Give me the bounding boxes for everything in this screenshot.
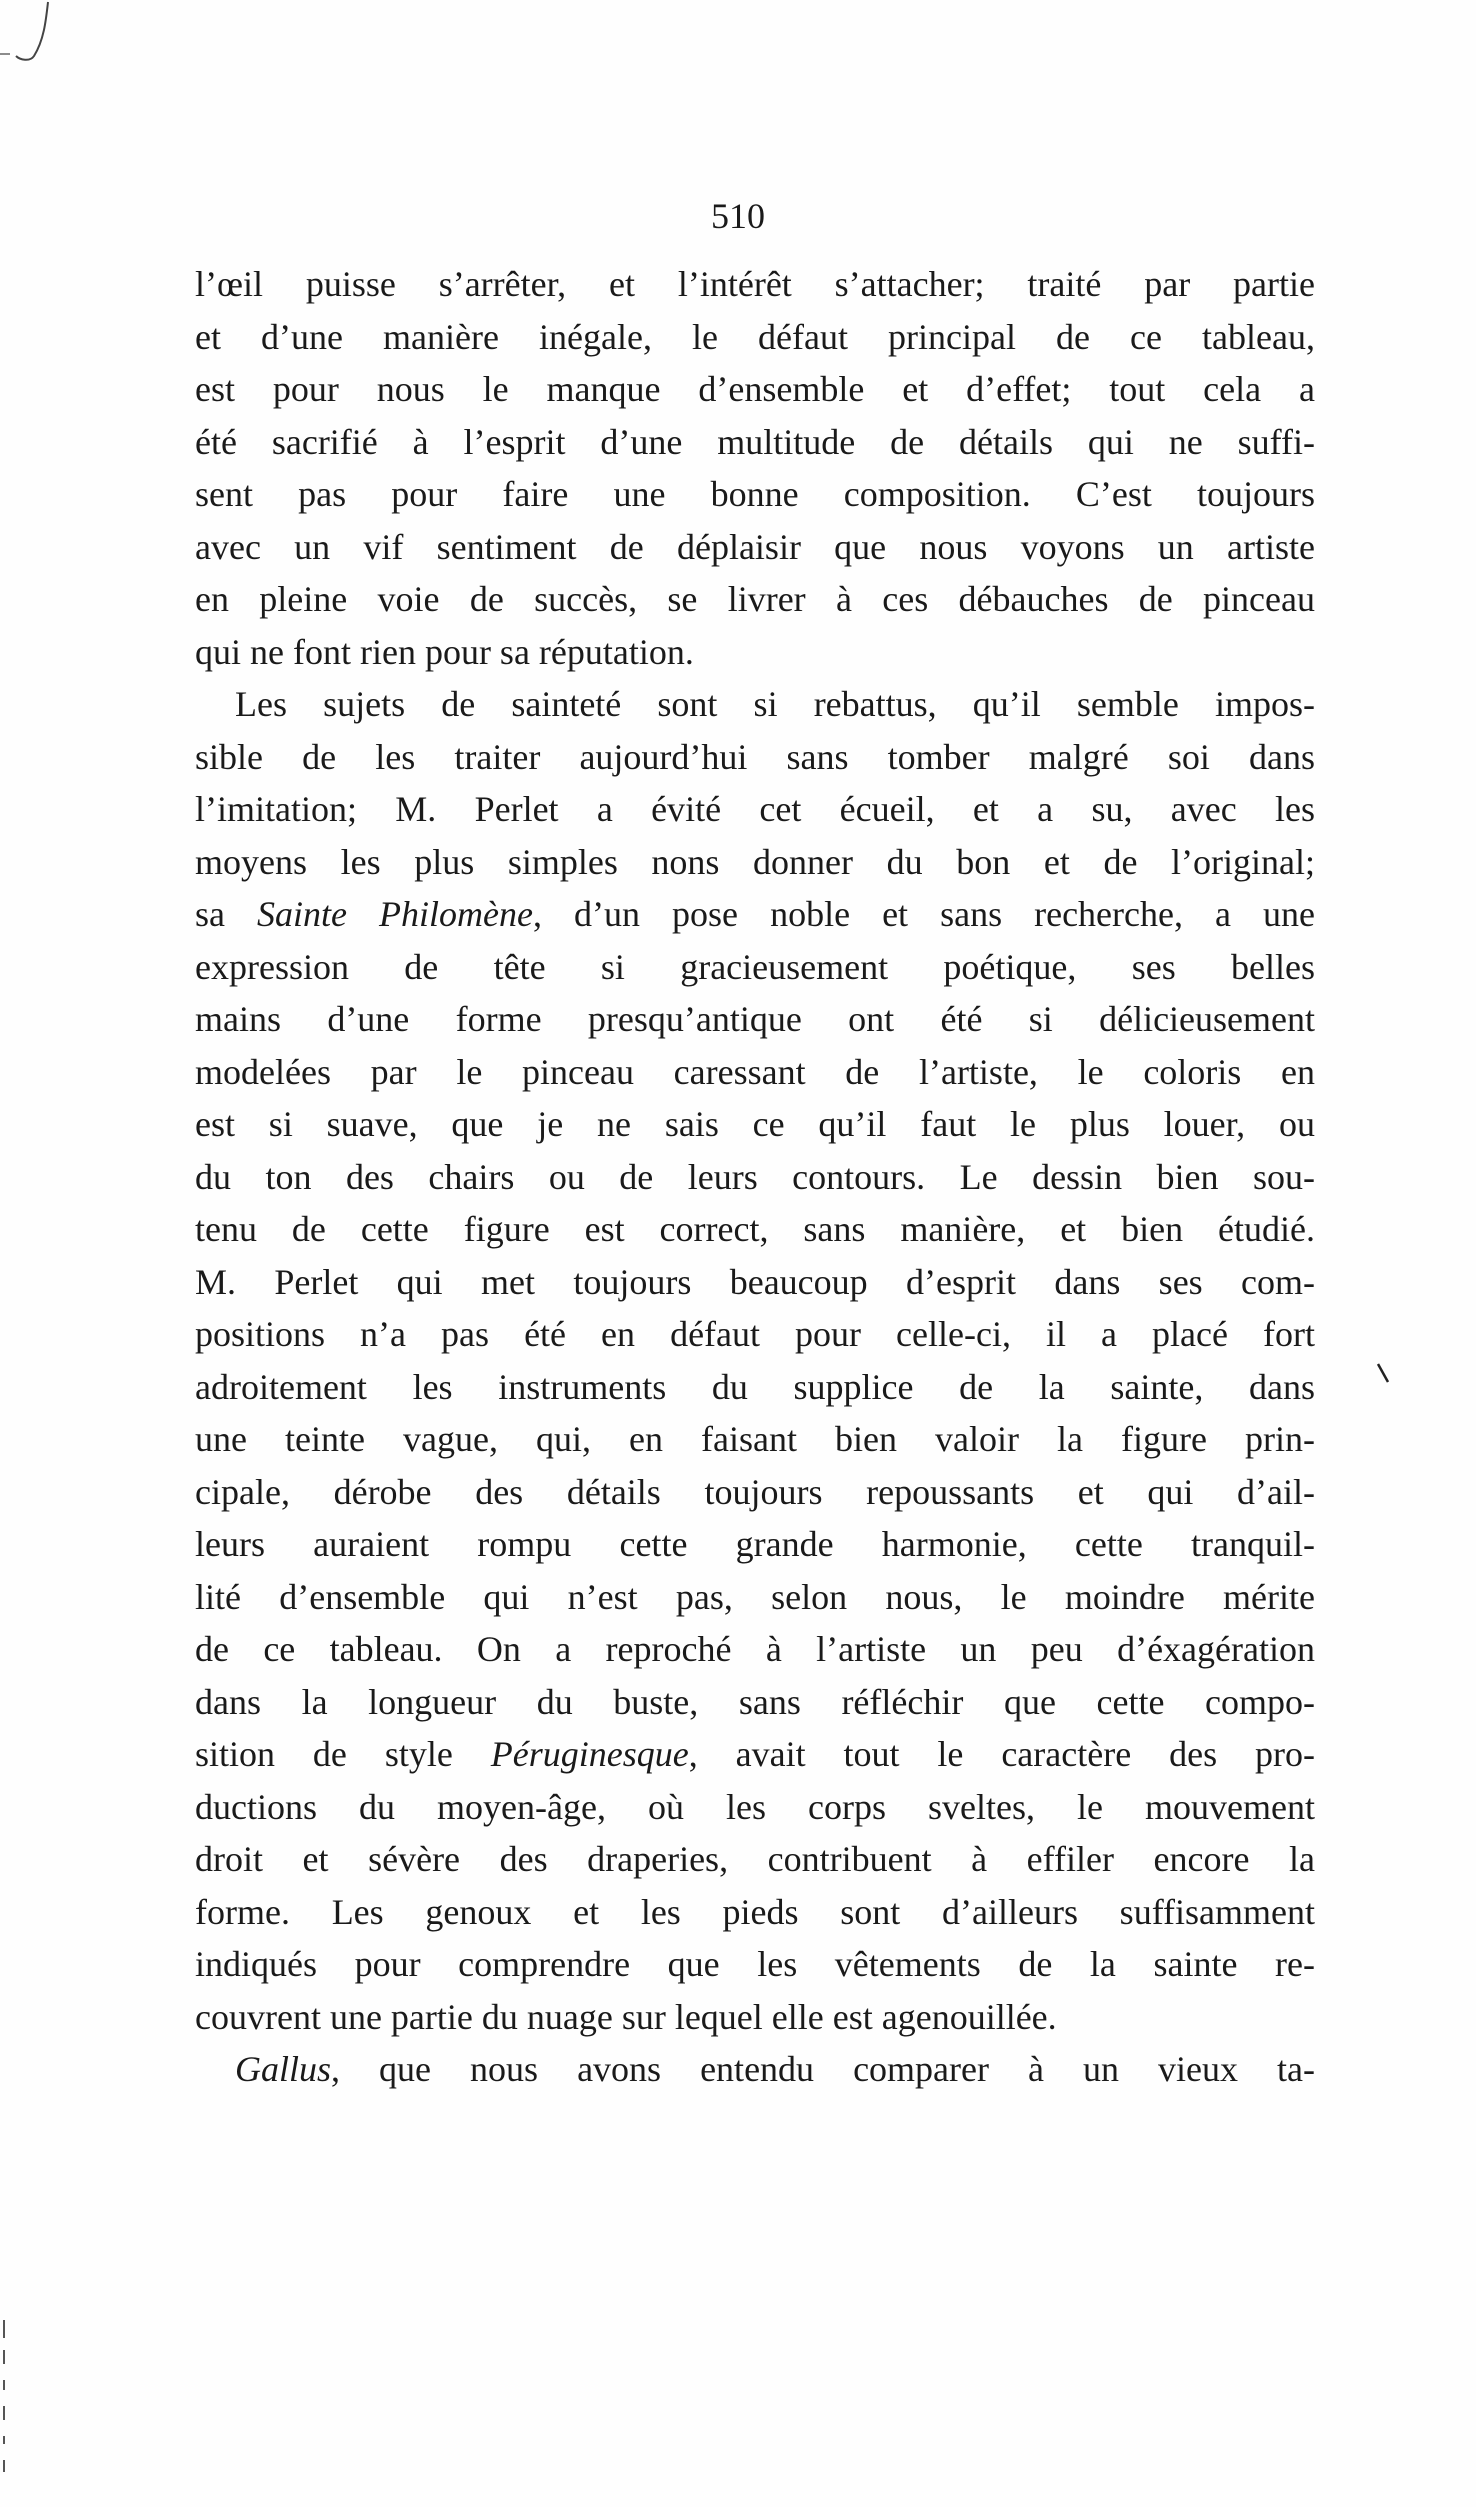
text-line: moyens les plus simples nons donner du bon et de l’original; — [195, 841, 1315, 882]
text-line: Les sujets de sainteté sont si rebattus, qu’il semble impos- — [235, 684, 1315, 724]
text-line: l’imitation; M. Perlet a évité cet écueil, et a su, avec les — [195, 789, 1315, 829]
text-line: droit et sévère des draperies, contribuent à effiler encore la — [195, 1839, 1315, 1879]
style-term: Péruginesque — [490, 1734, 689, 1774]
artwork-title: Gallus — [235, 2049, 332, 2089]
text-line: et d’une manière inégale, le défaut principal de ce tableau, — [195, 316, 1315, 357]
text-line: tenu de cette figure est correct, sans manière, et bien étudié. — [195, 1209, 1315, 1249]
text-line: forme. Les genoux et les pieds sont d’ailleurs suffisamment — [195, 1891, 1315, 1932]
text-line: l’œil puisse s’arrêter, et l’intérêt s’attacher; traité par partie — [195, 264, 1315, 304]
text-line: en pleine voie de succès, se livrer à ces débauches de pinceau — [195, 579, 1315, 619]
text-line: du ton des chairs ou de leurs contours. Le dessin bien sou- — [195, 1156, 1315, 1197]
text-line: avec un vif sentiment de déplaisir que nous voyons un artiste — [195, 526, 1315, 567]
text-line: adroitement les instruments du supplice de la sainte, dans — [195, 1366, 1315, 1407]
artwork-title: Sainte Philomène — [257, 894, 533, 934]
body-text — [195, 258, 1315, 2096]
text-line: expression de tête si gracieusement poétique, ses belles — [195, 946, 1315, 987]
text-line: qui ne font rien pour sa réputation. — [195, 631, 694, 672]
text-line: de ce tableau. On a reproché à l’artiste un peu d’éxagération — [195, 1629, 1315, 1669]
text-line: indiqués pour comprendre que les vêtements de la sainte re- — [195, 1944, 1315, 1984]
text-line: couvrent une partie du nuage sur lequel elle est agenouillée. — [195, 1996, 1057, 2037]
paragraph — [195, 2043, 1315, 2096]
text-line: mains d’une forme presqu’antique ont été si délicieusement — [195, 999, 1315, 1039]
text-line: lité d’ensemble qui n’est pas, selon nous, le moindre mérite — [195, 1576, 1315, 1617]
line-text: , d’un pose noble et sans recherche, a une — [533, 894, 1315, 934]
text-line — [195, 888, 1315, 941]
text-line: cipale, dérobe des détails toujours repoussants et qui d’ail- — [195, 1471, 1315, 1512]
margin-dots — [0, 2320, 10, 2480]
text-line: modelées par le pinceau caressant de l’artiste, le coloris en — [195, 1051, 1315, 1092]
paragraph — [195, 258, 1315, 678]
text-line — [195, 1728, 1315, 1781]
pencil-mark — [0, 0, 60, 70]
margin-tick-mark — [1376, 1362, 1390, 1384]
text-line: été sacrifié à l’esprit d’une multitude de détails qui ne suffi- — [195, 421, 1315, 462]
line-text: , avait tout le caractère des pro- — [688, 1734, 1315, 1774]
text-line: leurs auraient rompu cette grande harmonie, cette tranquil- — [195, 1524, 1315, 1564]
paragraph — [195, 678, 1315, 2043]
page-number: 510 — [711, 196, 765, 236]
text-line: sent pas pour faire une bonne composition. C’est toujours — [195, 474, 1315, 514]
line-text: , que nous avons entendu comparer à un vieux ta- — [331, 2049, 1315, 2089]
text-line: ductions du moyen-âge, où les corps sveltes, le mouvement — [195, 1786, 1315, 1827]
text-line: sible de les traiter aujourd’hui sans tomber malgré soi dans — [195, 736, 1315, 777]
text-line: une teinte vague, qui, en faisant bien valoir la figure prin- — [195, 1419, 1315, 1459]
text-line: positions n’a pas été en défaut pour celle-ci, il a placé fort — [195, 1314, 1315, 1354]
text-line: M. Perlet qui met toujours beaucoup d’esprit dans ses com- — [195, 1261, 1315, 1302]
text-line — [195, 2043, 1315, 2096]
text-line: est pour nous le manque d’ensemble et d’effet; tout cela a — [195, 369, 1315, 409]
line-text: sition de style — [195, 1734, 491, 1774]
text-line: est si suave, que je ne sais ce qu’il faut le plus louer, ou — [195, 1104, 1315, 1144]
line-text: sa — [195, 894, 258, 934]
text-line: dans la longueur du buste, sans réfléchir que cette compo- — [195, 1681, 1315, 1722]
